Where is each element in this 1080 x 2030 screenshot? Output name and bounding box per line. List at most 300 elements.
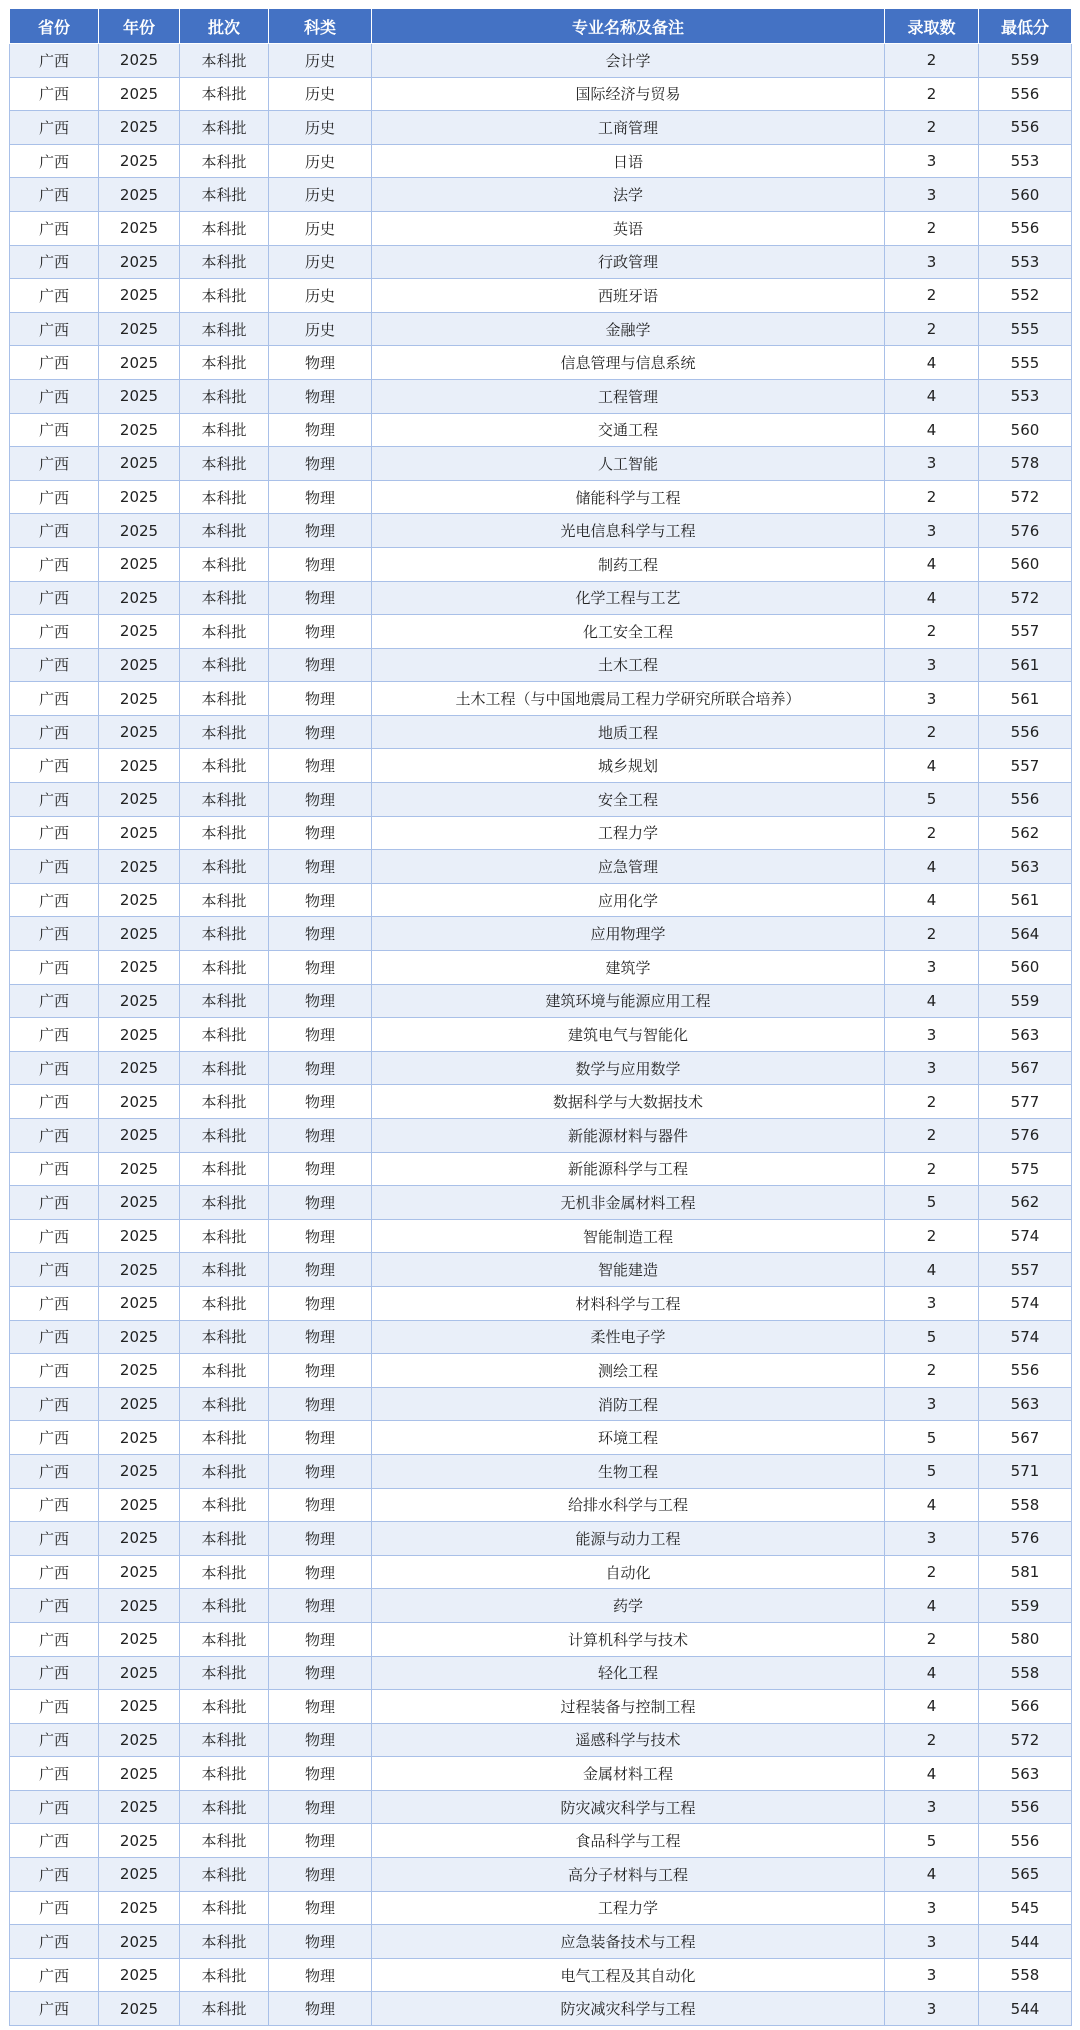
- table-row: [10, 1622, 1072, 1656]
- cell-admitted-count: 3: [885, 682, 979, 716]
- cell-subject: 物理: [269, 1790, 372, 1824]
- cell-major: 防灾减灾科学与工程: [372, 1992, 885, 2026]
- cell-subject: 物理: [269, 379, 372, 413]
- table-row: [10, 1186, 1072, 1220]
- cell-admitted-count: 3: [885, 951, 979, 985]
- cell-major: 测绘工程: [372, 1354, 885, 1388]
- header-admitted-count: 录取数: [885, 9, 979, 44]
- cell-province: 广西: [10, 951, 99, 985]
- table-row: [10, 514, 1072, 548]
- cell-batch: 本科批: [180, 1958, 269, 1992]
- cell-year: 2025: [99, 1656, 180, 1690]
- cell-batch: 本科批: [180, 379, 269, 413]
- cell-province: 广西: [10, 1152, 99, 1186]
- cell-admitted-count: 2: [885, 1085, 979, 1119]
- table-row: [10, 917, 1072, 951]
- cell-min-score: 581: [979, 1555, 1072, 1589]
- cell-min-score: 561: [979, 682, 1072, 716]
- cell-province: 广西: [10, 447, 99, 481]
- cell-subject: 历史: [269, 211, 372, 245]
- cell-major: 交通工程: [372, 413, 885, 447]
- cell-subject: 物理: [269, 682, 372, 716]
- cell-admitted-count: 5: [885, 1320, 979, 1354]
- cell-year: 2025: [99, 715, 180, 749]
- cell-major: 应急装备技术与工程: [372, 1925, 885, 1959]
- table-row: [10, 379, 1072, 413]
- cell-year: 2025: [99, 1253, 180, 1287]
- table-row: [10, 1992, 1072, 2026]
- cell-subject: 历史: [269, 178, 372, 212]
- cell-admitted-count: 2: [885, 44, 979, 78]
- cell-batch: 本科批: [180, 1656, 269, 1690]
- cell-min-score: 577: [979, 1085, 1072, 1119]
- cell-province: 广西: [10, 749, 99, 783]
- cell-min-score: 557: [979, 1253, 1072, 1287]
- cell-year: 2025: [99, 1522, 180, 1556]
- cell-province: 广西: [10, 77, 99, 111]
- table-row: [10, 951, 1072, 985]
- cell-batch: 本科批: [180, 144, 269, 178]
- table-row: [10, 1387, 1072, 1421]
- cell-batch: 本科批: [180, 279, 269, 313]
- cell-province: 广西: [10, 1219, 99, 1253]
- cell-major: 会计学: [372, 44, 885, 78]
- cell-admitted-count: 5: [885, 783, 979, 817]
- cell-province: 广西: [10, 44, 99, 78]
- table-row: [10, 1421, 1072, 1455]
- cell-subject: 物理: [269, 1891, 372, 1925]
- table-row: [10, 1589, 1072, 1623]
- cell-subject: 物理: [269, 1925, 372, 1959]
- header-min-score: 最低分: [979, 9, 1072, 44]
- cell-batch: 本科批: [180, 346, 269, 380]
- cell-province: 广西: [10, 783, 99, 817]
- cell-year: 2025: [99, 1589, 180, 1623]
- cell-admitted-count: 2: [885, 279, 979, 313]
- cell-subject: 物理: [269, 816, 372, 850]
- cell-year: 2025: [99, 1320, 180, 1354]
- table-row: [10, 1824, 1072, 1858]
- cell-major: 能源与动力工程: [372, 1522, 885, 1556]
- cell-batch: 本科批: [180, 1387, 269, 1421]
- cell-subject: 物理: [269, 917, 372, 951]
- cell-subject: 物理: [269, 984, 372, 1018]
- cell-major: 应急管理: [372, 850, 885, 884]
- cell-admitted-count: 2: [885, 1119, 979, 1153]
- cell-province: 广西: [10, 1454, 99, 1488]
- cell-year: 2025: [99, 682, 180, 716]
- cell-year: 2025: [99, 1723, 180, 1757]
- cell-min-score: 560: [979, 547, 1072, 581]
- table-row: [10, 1051, 1072, 1085]
- cell-admitted-count: 4: [885, 1656, 979, 1690]
- cell-major: 智能制造工程: [372, 1219, 885, 1253]
- cell-province: 广西: [10, 615, 99, 649]
- cell-major: 工程力学: [372, 1891, 885, 1925]
- cell-province: 广西: [10, 1051, 99, 1085]
- cell-major: 行政管理: [372, 245, 885, 279]
- cell-min-score: 544: [979, 1992, 1072, 2026]
- cell-admitted-count: 2: [885, 1152, 979, 1186]
- cell-year: 2025: [99, 447, 180, 481]
- cell-major: 新能源材料与器件: [372, 1119, 885, 1153]
- cell-major: 无机非金属材料工程: [372, 1186, 885, 1220]
- cell-subject: 物理: [269, 883, 372, 917]
- cell-min-score: 556: [979, 1824, 1072, 1858]
- cell-year: 2025: [99, 850, 180, 884]
- cell-subject: 物理: [269, 413, 372, 447]
- cell-batch: 本科批: [180, 1858, 269, 1892]
- cell-batch: 本科批: [180, 1320, 269, 1354]
- cell-admitted-count: 4: [885, 984, 979, 1018]
- cell-batch: 本科批: [180, 682, 269, 716]
- cell-admitted-count: 4: [885, 1757, 979, 1791]
- cell-province: 广西: [10, 1589, 99, 1623]
- cell-major: 应用化学: [372, 883, 885, 917]
- cell-admitted-count: 3: [885, 1286, 979, 1320]
- cell-major: 工程管理: [372, 379, 885, 413]
- cell-min-score: 553: [979, 379, 1072, 413]
- cell-year: 2025: [99, 1891, 180, 1925]
- cell-major: 光电信息科学与工程: [372, 514, 885, 548]
- cell-admitted-count: 4: [885, 1488, 979, 1522]
- cell-batch: 本科批: [180, 1018, 269, 1052]
- cell-major: 建筑学: [372, 951, 885, 985]
- cell-major: 建筑电气与智能化: [372, 1018, 885, 1052]
- cell-batch: 本科批: [180, 413, 269, 447]
- cell-province: 广西: [10, 144, 99, 178]
- table-row: [10, 1858, 1072, 1892]
- cell-year: 2025: [99, 1387, 180, 1421]
- cell-admitted-count: 3: [885, 1992, 979, 2026]
- cell-batch: 本科批: [180, 111, 269, 145]
- cell-min-score: 560: [979, 951, 1072, 985]
- cell-province: 广西: [10, 211, 99, 245]
- cell-subject: 物理: [269, 1824, 372, 1858]
- cell-min-score: 576: [979, 1522, 1072, 1556]
- cell-province: 广西: [10, 1824, 99, 1858]
- cell-batch: 本科批: [180, 480, 269, 514]
- cell-major: 安全工程: [372, 783, 885, 817]
- cell-min-score: 556: [979, 211, 1072, 245]
- cell-subject: 物理: [269, 1992, 372, 2026]
- cell-province: 广西: [10, 816, 99, 850]
- table-row: [10, 1757, 1072, 1791]
- cell-year: 2025: [99, 984, 180, 1018]
- cell-year: 2025: [99, 917, 180, 951]
- cell-admitted-count: 4: [885, 1690, 979, 1724]
- cell-admitted-count: 4: [885, 1253, 979, 1287]
- cell-min-score: 563: [979, 1757, 1072, 1791]
- admission-score-table: [9, 8, 1072, 2026]
- cell-subject: 物理: [269, 648, 372, 682]
- cell-province: 广西: [10, 1622, 99, 1656]
- cell-admitted-count: 2: [885, 615, 979, 649]
- header-subject: 科类: [269, 9, 372, 44]
- cell-province: 广西: [10, 715, 99, 749]
- cell-admitted-count: 3: [885, 245, 979, 279]
- cell-year: 2025: [99, 514, 180, 548]
- cell-province: 广西: [10, 1858, 99, 1892]
- cell-batch: 本科批: [180, 1589, 269, 1623]
- cell-min-score: 559: [979, 984, 1072, 1018]
- cell-major: 食品科学与工程: [372, 1824, 885, 1858]
- cell-major: 土木工程（与中国地震局工程力学研究所联合培养）: [372, 682, 885, 716]
- cell-year: 2025: [99, 211, 180, 245]
- cell-subject: 物理: [269, 1253, 372, 1287]
- cell-year: 2025: [99, 951, 180, 985]
- cell-admitted-count: 3: [885, 1387, 979, 1421]
- cell-major: 国际经济与贸易: [372, 77, 885, 111]
- cell-min-score: 556: [979, 1790, 1072, 1824]
- table-row: [10, 581, 1072, 615]
- table-row: [10, 749, 1072, 783]
- cell-year: 2025: [99, 346, 180, 380]
- cell-major: 工商管理: [372, 111, 885, 145]
- cell-province: 广西: [10, 850, 99, 884]
- cell-major: 电气工程及其自动化: [372, 1958, 885, 1992]
- cell-major: 土木工程: [372, 648, 885, 682]
- table-row: [10, 547, 1072, 581]
- cell-batch: 本科批: [180, 1723, 269, 1757]
- cell-admitted-count: 2: [885, 480, 979, 514]
- cell-subject: 历史: [269, 77, 372, 111]
- cell-admitted-count: 4: [885, 850, 979, 884]
- cell-batch: 本科批: [180, 783, 269, 817]
- cell-min-score: 560: [979, 413, 1072, 447]
- cell-subject: 物理: [269, 1622, 372, 1656]
- table-row: [10, 312, 1072, 346]
- cell-admitted-count: 4: [885, 1589, 979, 1623]
- cell-year: 2025: [99, 1925, 180, 1959]
- cell-subject: 物理: [269, 1152, 372, 1186]
- cell-major: 环境工程: [372, 1421, 885, 1455]
- cell-year: 2025: [99, 1085, 180, 1119]
- cell-min-score: 567: [979, 1421, 1072, 1455]
- table-row: [10, 1790, 1072, 1824]
- table-row: [10, 1354, 1072, 1388]
- cell-batch: 本科批: [180, 883, 269, 917]
- table-row: [10, 648, 1072, 682]
- cell-subject: 历史: [269, 144, 372, 178]
- cell-admitted-count: 2: [885, 816, 979, 850]
- cell-province: 广西: [10, 581, 99, 615]
- cell-min-score: 563: [979, 1387, 1072, 1421]
- cell-admitted-count: 3: [885, 447, 979, 481]
- cell-subject: 物理: [269, 1320, 372, 1354]
- cell-year: 2025: [99, 547, 180, 581]
- cell-province: 广西: [10, 883, 99, 917]
- cell-min-score: 563: [979, 850, 1072, 884]
- cell-major: 日语: [372, 144, 885, 178]
- cell-year: 2025: [99, 749, 180, 783]
- cell-subject: 历史: [269, 44, 372, 78]
- cell-year: 2025: [99, 783, 180, 817]
- table-row: [10, 1320, 1072, 1354]
- cell-year: 2025: [99, 1152, 180, 1186]
- cell-subject: 物理: [269, 1387, 372, 1421]
- table-row: [10, 1555, 1072, 1589]
- cell-batch: 本科批: [180, 715, 269, 749]
- cell-batch: 本科批: [180, 917, 269, 951]
- cell-subject: 历史: [269, 111, 372, 145]
- cell-batch: 本科批: [180, 1286, 269, 1320]
- cell-year: 2025: [99, 111, 180, 145]
- cell-min-score: 558: [979, 1656, 1072, 1690]
- table-row: [10, 1286, 1072, 1320]
- table-body: [10, 44, 1072, 2026]
- cell-min-score: 557: [979, 615, 1072, 649]
- cell-batch: 本科批: [180, 1253, 269, 1287]
- cell-year: 2025: [99, 648, 180, 682]
- cell-min-score: 576: [979, 1119, 1072, 1153]
- cell-subject: 物理: [269, 1051, 372, 1085]
- cell-province: 广西: [10, 1656, 99, 1690]
- table-row: [10, 1891, 1072, 1925]
- cell-admitted-count: 4: [885, 1858, 979, 1892]
- cell-subject: 物理: [269, 1858, 372, 1892]
- header-major: 专业名称及备注: [372, 9, 885, 44]
- cell-province: 广西: [10, 1421, 99, 1455]
- cell-batch: 本科批: [180, 816, 269, 850]
- cell-admitted-count: 5: [885, 1824, 979, 1858]
- cell-subject: 物理: [269, 447, 372, 481]
- cell-subject: 物理: [269, 1018, 372, 1052]
- cell-major: 城乡规划: [372, 749, 885, 783]
- cell-year: 2025: [99, 1286, 180, 1320]
- cell-province: 广西: [10, 346, 99, 380]
- cell-admitted-count: 2: [885, 111, 979, 145]
- cell-min-score: 552: [979, 279, 1072, 313]
- cell-subject: 物理: [269, 850, 372, 884]
- cell-min-score: 559: [979, 44, 1072, 78]
- cell-min-score: 560: [979, 178, 1072, 212]
- cell-major: 金融学: [372, 312, 885, 346]
- cell-batch: 本科批: [180, 1522, 269, 1556]
- cell-province: 广西: [10, 917, 99, 951]
- cell-batch: 本科批: [180, 1690, 269, 1724]
- table-row: [10, 1958, 1072, 1992]
- cell-province: 广西: [10, 1891, 99, 1925]
- table-row: [10, 413, 1072, 447]
- cell-major: 过程装备与控制工程: [372, 1690, 885, 1724]
- cell-major: 柔性电子学: [372, 1320, 885, 1354]
- cell-admitted-count: 3: [885, 144, 979, 178]
- cell-province: 广西: [10, 682, 99, 716]
- cell-admitted-count: 4: [885, 413, 979, 447]
- cell-admitted-count: 3: [885, 1891, 979, 1925]
- cell-year: 2025: [99, 1824, 180, 1858]
- cell-province: 广西: [10, 312, 99, 346]
- cell-major: 地质工程: [372, 715, 885, 749]
- cell-min-score: 555: [979, 346, 1072, 380]
- cell-subject: 历史: [269, 312, 372, 346]
- cell-subject: 物理: [269, 1286, 372, 1320]
- cell-province: 广西: [10, 648, 99, 682]
- cell-major: 制药工程: [372, 547, 885, 581]
- cell-min-score: 544: [979, 1925, 1072, 1959]
- cell-min-score: 572: [979, 480, 1072, 514]
- cell-admitted-count: 3: [885, 514, 979, 548]
- cell-province: 广西: [10, 178, 99, 212]
- cell-admitted-count: 4: [885, 749, 979, 783]
- cell-min-score: 574: [979, 1286, 1072, 1320]
- cell-year: 2025: [99, 1757, 180, 1791]
- cell-min-score: 580: [979, 1622, 1072, 1656]
- cell-batch: 本科批: [180, 1152, 269, 1186]
- cell-province: 广西: [10, 514, 99, 548]
- cell-major: 金属材料工程: [372, 1757, 885, 1791]
- table-row: [10, 1152, 1072, 1186]
- cell-province: 广西: [10, 1085, 99, 1119]
- cell-province: 广西: [10, 1354, 99, 1388]
- cell-major: 数学与应用数学: [372, 1051, 885, 1085]
- cell-admitted-count: 5: [885, 1186, 979, 1220]
- cell-min-score: 572: [979, 581, 1072, 615]
- cell-year: 2025: [99, 178, 180, 212]
- header-batch: 批次: [180, 9, 269, 44]
- cell-subject: 物理: [269, 1219, 372, 1253]
- cell-province: 广西: [10, 1387, 99, 1421]
- cell-province: 广西: [10, 1286, 99, 1320]
- cell-batch: 本科批: [180, 581, 269, 615]
- cell-batch: 本科批: [180, 749, 269, 783]
- cell-admitted-count: 3: [885, 1522, 979, 1556]
- cell-year: 2025: [99, 1186, 180, 1220]
- header-province: 省份: [10, 9, 99, 44]
- cell-batch: 本科批: [180, 77, 269, 111]
- table-row: [10, 245, 1072, 279]
- cell-major: 法学: [372, 178, 885, 212]
- table-row: [10, 816, 1072, 850]
- cell-batch: 本科批: [180, 1354, 269, 1388]
- cell-year: 2025: [99, 1454, 180, 1488]
- table-row: [10, 211, 1072, 245]
- cell-batch: 本科批: [180, 1085, 269, 1119]
- cell-batch: 本科批: [180, 615, 269, 649]
- cell-min-score: 562: [979, 1186, 1072, 1220]
- cell-province: 广西: [10, 1992, 99, 2026]
- cell-min-score: 556: [979, 77, 1072, 111]
- cell-batch: 本科批: [180, 1925, 269, 1959]
- cell-min-score: 558: [979, 1488, 1072, 1522]
- cell-admitted-count: 3: [885, 1051, 979, 1085]
- cell-admitted-count: 4: [885, 547, 979, 581]
- cell-batch: 本科批: [180, 1051, 269, 1085]
- cell-admitted-count: 3: [885, 178, 979, 212]
- cell-admitted-count: 3: [885, 1790, 979, 1824]
- table-row: [10, 1522, 1072, 1556]
- cell-major: 药学: [372, 1589, 885, 1623]
- cell-province: 广西: [10, 1757, 99, 1791]
- cell-year: 2025: [99, 480, 180, 514]
- cell-subject: 物理: [269, 1522, 372, 1556]
- cell-subject: 物理: [269, 1656, 372, 1690]
- table-row: [10, 279, 1072, 313]
- cell-year: 2025: [99, 1354, 180, 1388]
- table-row: [10, 783, 1072, 817]
- table-row: [10, 178, 1072, 212]
- cell-year: 2025: [99, 77, 180, 111]
- cell-min-score: 545: [979, 1891, 1072, 1925]
- cell-batch: 本科批: [180, 447, 269, 481]
- cell-min-score: 575: [979, 1152, 1072, 1186]
- cell-major: 英语: [372, 211, 885, 245]
- cell-batch: 本科批: [180, 1219, 269, 1253]
- cell-major: 化工安全工程: [372, 615, 885, 649]
- cell-min-score: 561: [979, 648, 1072, 682]
- cell-year: 2025: [99, 44, 180, 78]
